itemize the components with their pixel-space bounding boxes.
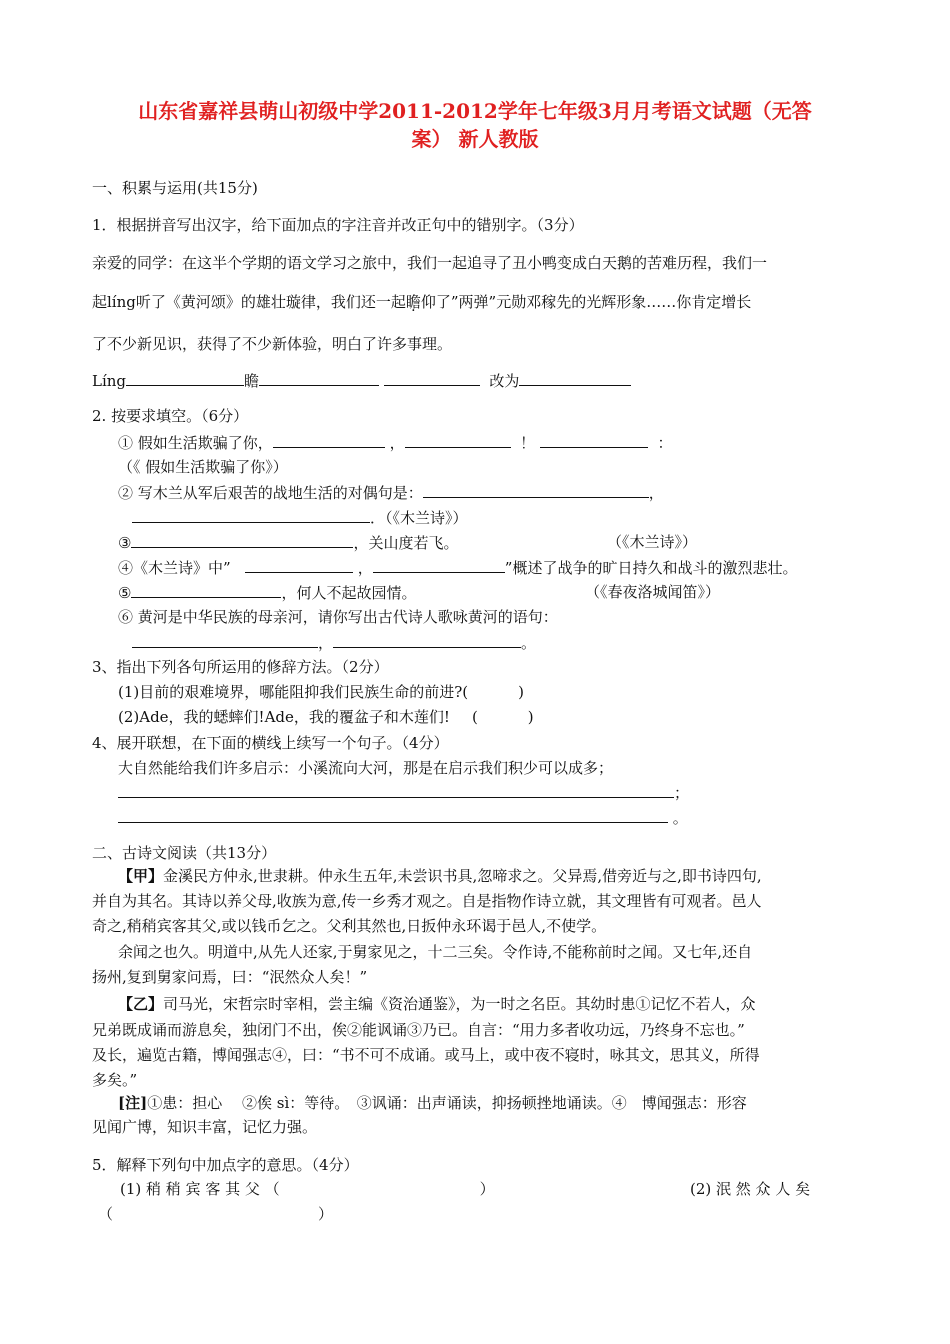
num: ⑤ — [118, 584, 132, 602]
q5-item-2: (2) 泯 然 众 人 矣 — [690, 1180, 811, 1198]
q1-passage-1: 亲爱的同学：在这半个学期的语文学习之旅中，我们一起追寻了丑小鸭变成白天鹅的苦难历程，我们一 — [92, 254, 768, 272]
dotted-char: 瞻 — [405, 293, 421, 311]
q2-item-5 — [118, 582, 416, 603]
q3-item-1-text: (1)目前的艰难境界，哪能阻抑我们民族生命的前进?( — [118, 683, 469, 701]
fill-label-ling: Líng — [92, 372, 127, 390]
jia-tag: 【甲】 — [118, 867, 164, 885]
punct: 。 — [672, 809, 688, 827]
q2-item-3-source: （《木兰诗》） — [607, 533, 698, 551]
jia-line-2: 并自为其名。其诗以养父母,收族为意,传一乡秀才观之。自是指物作诗立就，其文理皆有可观者。邑人 — [92, 892, 762, 910]
q3-item-2 — [118, 707, 534, 727]
q1-passage-2a: 起líng听了《黄河颂》的雄壮璇律，我们还一起 — [92, 293, 406, 311]
note-line-1 — [118, 1093, 747, 1113]
q4-prompt: 4、展开联想，在下面的横线上续写一个句子。（4分） — [92, 734, 449, 752]
q2-item-5-text: ，何人不起故园情。 — [281, 584, 417, 602]
q5-prompt: 5．解释下列句中加点字的意思。（4分） — [92, 1156, 359, 1174]
fill-label-zhan: 瞻 — [244, 372, 260, 390]
q2-item-3-text: ，关山度若飞。 — [353, 534, 459, 552]
answer-blank[interactable] — [118, 782, 674, 798]
punct: ， — [648, 484, 664, 502]
paren: ） — [479, 1180, 495, 1198]
q4-text: 大自然能给我们许多启示：小溪流向大河，那是在启示我们积少可以成多； — [118, 759, 614, 777]
q2-item-2-cont — [132, 507, 468, 528]
q2-prompt: 2. 按要求填空。（6分） — [92, 407, 249, 425]
q4-line-1 — [118, 782, 689, 803]
answer-blank[interactable] — [519, 370, 631, 386]
q2-item-1 — [118, 432, 672, 453]
q1-passage-2b: 仰了”两弹”元勋邓稼先的光辉形象……你肯定增长 — [420, 293, 752, 311]
punct: ； — [674, 784, 690, 802]
answer-blank[interactable] — [118, 807, 668, 823]
q1-fill-row — [92, 370, 631, 391]
answer-blank[interactable] — [540, 432, 648, 448]
num: ③ — [118, 534, 132, 552]
q2-item-6: ⑥ 黄河是中华民族的母亲河，请你写出古代诗人歌咏黄河的语句： — [118, 608, 558, 626]
answer-blank[interactable] — [259, 370, 379, 386]
punct: ， — [357, 559, 373, 577]
punct: ， — [318, 634, 334, 652]
q3-item-2-text: (2)Ade，我的蟋蟀们!Ade，我的覆盆子和木莲们! — [118, 708, 450, 726]
answer-blank[interactable] — [405, 432, 511, 448]
jia-line-5: 扬州,复到舅家问焉，曰：“泯然众人矣！” — [92, 968, 368, 986]
punct: 。 — [521, 634, 537, 652]
paren: ( — [471, 708, 478, 726]
yi-tag: 【乙】 — [118, 995, 164, 1013]
answer-blank[interactable] — [373, 557, 505, 573]
answer-blank[interactable] — [132, 507, 370, 523]
answer-blank[interactable] — [333, 632, 521, 648]
title-line-1: 山东省嘉祥县萌山初级中学2011-2012学年七年级3月月考语文试题（无答 — [138, 99, 812, 123]
q3-item-1 — [118, 682, 524, 702]
fill-label-gaiwei: 改为 — [489, 372, 520, 390]
q1-passage-3: 了不少新见识，获得了不少新体验，明白了许多事理。 — [92, 335, 453, 353]
title-line-2: 案） 新人教版 — [411, 127, 539, 151]
punct: ， — [389, 434, 405, 452]
answer-blank[interactable] — [131, 532, 353, 548]
q2-item-2-text: ② 写木兰从军后艰苦的战地生活的对偶句是： — [118, 484, 423, 502]
section-1-heading: 一、积累与运用(共15分) — [92, 179, 258, 197]
answer-blank[interactable] — [384, 370, 480, 386]
answer-blank[interactable] — [131, 582, 281, 598]
note-tag: [注] — [118, 1094, 148, 1112]
q2-item-6-blanks — [132, 632, 536, 653]
punct: ： — [657, 434, 673, 452]
answer-blank[interactable] — [126, 370, 244, 386]
q2-item-1-source: （《 假如生活欺骗了你》） — [118, 458, 288, 476]
note-line-2: 见闻广博，知识丰富，记忆力强。 — [92, 1118, 318, 1136]
yi-line-1 — [118, 994, 756, 1014]
paren: ） — [318, 1205, 334, 1223]
answer-blank[interactable] — [245, 557, 353, 573]
paren: （ — [98, 1205, 114, 1223]
q5-item-1 — [120, 1179, 495, 1199]
yi-text: 司马光，宋哲宗时宰相，尝主编《资治通鉴》，为一时之名臣。其幼时患①记忆不若人，众 — [163, 995, 756, 1013]
jia-line-3: 奇之,稍稍宾客其父,或以钱币乞之。父利其然也,日扳仲永环谒于邑人,不使学。 — [92, 917, 607, 935]
q1-passage-2 — [92, 292, 751, 312]
paren: ) — [527, 708, 534, 726]
note-text: ①患：担心 ②俟 sì：等待。 ③讽诵：出声诵读，抑扬顿挫地诵读。④ 博闻强志：形容 — [147, 1094, 747, 1112]
q5-item-2-answer — [98, 1204, 333, 1224]
q2-item-2-source: ．（《木兰诗》） — [370, 509, 468, 527]
yi-line-3: 及长，遍览古籍，博闻强志④，曰：“书不可不成诵。或马上，或中夜不寝时，咏其文，思其义，所得 — [92, 1046, 760, 1064]
yi-line-2: 兄弟既成诵而游息矣，独闭门不出，俟②能讽诵③乃已。自言：“用力多者收功远，乃终身不忘也。” — [92, 1021, 745, 1039]
q3-prompt: 3、指出下列各句所运用的修辞方法。（2分） — [92, 658, 389, 676]
jia-line-1 — [118, 866, 762, 886]
q2-item-4-text-end: ”概述了战争的旷日持久和战斗的激烈悲壮。 — [504, 559, 798, 577]
yi-line-4: 多矣。” — [92, 1071, 138, 1089]
q1-prompt: 1．根据拼音写出汉字，给下面加点的字注音并改正句中的错别字。（3分） — [92, 216, 584, 234]
q2-item-5-source: （《春夜洛城闻笛》） — [585, 583, 721, 601]
punct: ！ — [520, 434, 536, 452]
q2-item-4-text: ④《木兰诗》中” — [118, 559, 231, 577]
section-2-heading: 二、古诗文阅读（共13分） — [92, 844, 277, 862]
jia-text: 金溪民方仲永,世隶耕。仲永生五年,未尝识书具,忽啼求之。父异焉,借旁近与之,即书诗四句, — [163, 867, 762, 885]
answer-blank[interactable] — [273, 432, 385, 448]
answer-blank[interactable] — [423, 482, 649, 498]
q4-line-2 — [118, 807, 688, 828]
q2-item-1-text: ① 假如生活欺骗了你， — [118, 434, 273, 452]
jia-line-4: 余闻之也久。明道中,从先人还家,于舅家见之，十二三矣。令作诗,不能称前时之闻。又七年,还自 — [118, 943, 753, 961]
q2-item-2 — [118, 482, 664, 503]
answer-blank[interactable] — [132, 632, 318, 648]
q2-item-3 — [118, 532, 458, 553]
q2-item-4 — [118, 557, 797, 578]
paren: ) — [518, 683, 525, 701]
q5-item-1-text: (1) 稍 稍 宾 客 其 父 （ — [120, 1180, 280, 1198]
